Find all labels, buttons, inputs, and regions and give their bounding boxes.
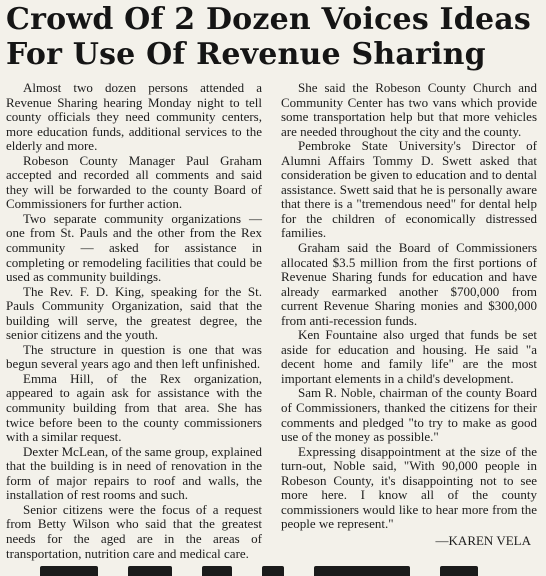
headline-line-1: Crowd Of 2 Dozen Voices Ideas [6, 2, 531, 37]
cropped-glyph [262, 566, 284, 576]
paragraph: Senior citizens were the focus of a request from Betty Wilson who said that the greatest needs for the aged are in the areas of transportation, nutrition care and medical care. [6, 501, 262, 561]
cropped-glyph [440, 566, 478, 576]
cropped-glyph [202, 566, 232, 576]
paragraph: Robeson County Manager Paul Graham accepted and recorded all comments and said they will be forwarded to the county Board of Commissioners for further action. [6, 152, 262, 212]
paragraph: The Rev. F. D. King, speaking for the St. Pauls Community Organization, said that the building will serve, the greatest degree, the senior citizens and the youth. [6, 283, 262, 343]
byline: —KAREN VELA [435, 532, 531, 548]
paragraph: She said the Robeson County Church and Community Center has two vans which provide some transportation help but that more vehicles are needed throughout the city and the county. [281, 80, 537, 139]
cropped-glyph [40, 566, 98, 576]
paragraph: Ken Fountaine also urged that funds be set aside for education and housing. He said "a decent home and family life" are the most important elements in a child's development. [281, 327, 537, 386]
paragraph: Almost two dozen persons attended a Revenue Sharing hearing Monday night to tell county officials they need community centers, more education funds, additional services to the elderly and more. [6, 80, 262, 154]
paragraph: Graham said the Board of Commissioners allocated $3.5 million from the first portions of Revenue Sharing funds for education and have already earmarked another $700,000 from current Revenue Sharing monies and $300,000 from anti-recession funds. [281, 240, 537, 328]
cropped-glyph [128, 566, 172, 576]
article-column-left [6, 81, 262, 561]
article-headline [6, 2, 540, 72]
cropped-glyph [314, 566, 410, 576]
paragraph: Expressing disappointment at the size of the turn-out, Noble said, "With 90,000 people in Robeson County, it's disappointing not to see more here. I know all of the county commissioners would like to hear more from the people we represent." [281, 443, 537, 532]
paragraph: Pembroke State University's Director of Alumni Affairs Tommy D. Swett asked that consideration be given to education and to dental assistance. Swett said that he is personally aware that there is a "tremendous need" for dental help for the children of economically distressed families. [281, 138, 537, 241]
article-column-right [281, 81, 537, 549]
paragraph: Dexter McLean, of the same group, explained that the building is in need of renovation in the form of major repairs to roof and walls, the installation of rest rooms and such. [6, 443, 262, 503]
cropped-next-headline [40, 566, 504, 576]
paragraph: Two separate community organizations — one from St. Pauls and the other from the Rex community — asked for assistance in completing or remodeling facilities that could be used as community buildings. [6, 210, 262, 285]
paragraph: Sam R. Noble, chairman of the county Board of Commissioners, thanked the citizens for their comments and pledged "to try to make as good use of the money as possible." [281, 385, 537, 445]
paragraph: Emma Hill, of the Rex organization, appeared to again ask for assistance with the community building from that area. She has twice before been to the county commissioners with a similar request. [6, 370, 262, 445]
paragraph: The structure in question is one that was begun several years ago and then left unfinished. [6, 341, 262, 372]
headline-line-2: For Use Of Revenue Sharing [6, 37, 486, 72]
